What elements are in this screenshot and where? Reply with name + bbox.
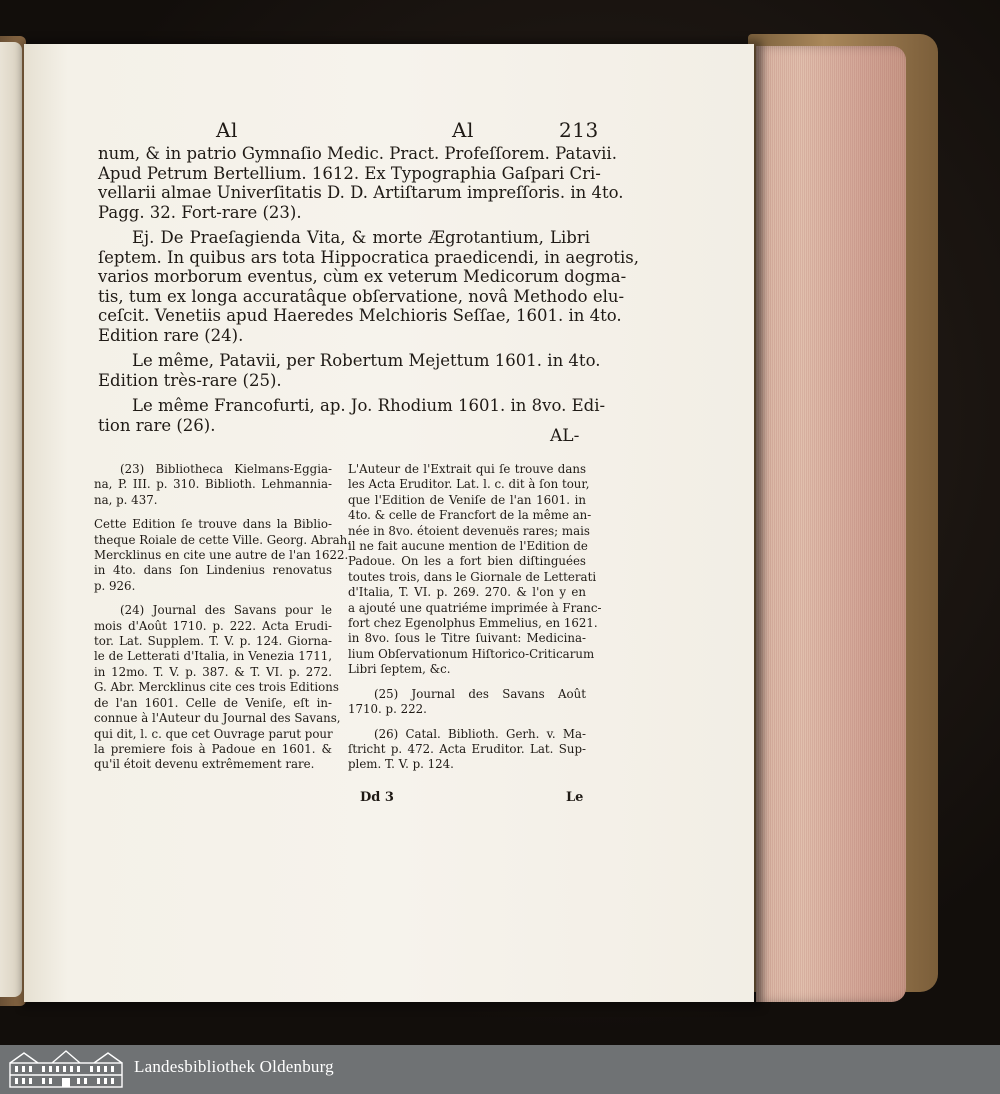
footnote-line: fort chez Egenolphus Emmelius, en 1621. [348,616,598,631]
footnote-line: qu'il étoit devenu extrêmement rare. [94,757,315,772]
footnote-line: 1710. p. 222. [348,702,427,717]
footnote-line: les Acta Eruditor. Lat. l. c. dit à ſon tour, [348,477,590,492]
footnote-line: na, p. 437. [94,492,158,507]
footnote-line: la premiere fois à Padoue en 1601. & [94,741,332,756]
footnote-line: 4to. & celle de Francfort de la même an- [348,508,592,523]
text-line: tion rare (26). [98,415,216,435]
footnote-line: que l'Edition de Veniſe de l'an 1601. in [348,492,586,507]
text-line: Le même Francofurti, ap. Jo. Rhodium 1601. in 8vo. Edi- [132,396,606,415]
footnote-line: a ajouté une quatriéme imprimée à Franc- [348,600,602,615]
footnote-line: (23) Bibliotheca Kielmans-Eggia- [120,462,332,476]
footnote-line: née in 8vo. étoient devenuës rares; mais [348,523,590,538]
footnote-line: (25) Journal des Savans Août [374,686,586,701]
main-text-block [98,144,639,435]
footnote-line: in 4to. dans ſon Lindenius renovatus [94,563,332,578]
library-building-icon [8,1049,124,1089]
library-name: Landesbibliothek Oldenburg [134,1057,334,1076]
footnote-line: lium Obſervationum Hiſtorico-Criticarum [348,646,595,661]
footnote-line: qui dit, l. c. que cet Ouvrage parut pour [94,726,333,741]
footnote-line: le de Letterati d'Italia, in Venezia 1711, [94,649,332,664]
footnote-line: p. 926. [94,578,136,593]
footnote-line: in 12mo. T. V. p. 387. & T. VI. p. 272. [94,664,332,679]
footnote-line: il ne fait aucune mention de l'Edition de [348,539,588,554]
catchword-bottom: Le [566,790,584,805]
text-line: varios morborum eventus, cùm ex veterum Medicorum dogma- [98,267,627,286]
footnote-line: Padoue. On les a fort bien diſtinguées [348,554,586,569]
running-head-left: Al [216,118,238,142]
footnote-line: na, P. III. p. 310. Biblioth. Lehmannia- [94,477,332,492]
footnote-line: L'Auteur de l'Extrait qui ſe trouve dans [348,462,586,476]
footnotes-left-column [94,462,351,773]
signature-mark: Dd 3 [360,790,394,805]
text-line: Apud Petrum Bertellium. 1612. Ex Typographia Gaſpari Cri- [98,163,601,183]
footnote-line: Cette Edition ſe trouve dans la Biblio- [94,517,332,532]
footnote-line: plem. T. V. p. 124. [348,757,454,772]
footnote-line: G. Abr. Mercklinus cite ces trois Editions [94,680,339,695]
footnote-line: connue à l'Auteur du Journal des Savans, [94,711,341,726]
text-line: num, & in patrio Gymnaſio Medic. Pract. Profeſſorem. Patavii. [98,144,617,163]
footnote-line: Libri ſeptem, &c. [348,662,451,677]
footnote-line: toutes trois, dans le Giornale de Letterati [348,569,597,584]
text-line: Pagg. 32. Fort-rare (23). [98,202,302,222]
footnote-line: mois d'Août 1710. p. 222. Acta Erudi- [94,618,332,633]
text-line: Edition très-rare (25). [98,370,282,390]
footnotes-right-column [348,462,602,773]
text-line: Le même, Patavii, per Robertum Mejettum 1601. in 4to. [132,351,601,370]
running-head-center: Al [452,118,474,142]
footnote-line: ſtricht p. 472. Acta Eruditor. Lat. Sup- [348,741,586,756]
left-page-sliver [0,42,22,997]
catchword-main: AL- [550,426,580,446]
footnote-line: (24) Journal des Savans pour le [120,603,332,618]
page-edges-block [756,46,906,1002]
text-line: ſeptem. In quibus ars tota Hippocratica praedicendi, in aegrotis, [98,247,639,267]
footnote-line: d'Italia, T. VI. p. 269. 270. & l'on y en [348,585,586,600]
text-line: tis, tum ex longa accuratâque obſervatione, novâ Methodo elu- [98,286,625,306]
footnote-line: theque Roiale de cette Ville. Georg. Abrah. [94,532,351,547]
footnote-line: de l'an 1601. Celle de Veniſe, eſt in- [94,695,332,710]
footnote-line: tor. Lat. Supplem. T. V. p. 124. Giorna- [94,634,332,649]
footnote-line: (26) Catal. Biblioth. Gerh. v. Ma- [374,726,586,741]
text-line: Ej. De Praeſagienda Vita, & morte Ægrotantium, Libri [132,228,590,247]
book-page [24,44,754,1002]
text-line: ceſcit. Venetiis apud Haeredes Melchioris Seſſae, 1601. in 4to. [98,306,622,325]
text-line: Edition rare (24). [98,325,244,345]
footnote-line: Mercklinus en cite une autre de l'an 1622. [94,548,349,563]
footnote-line: in 8vo. ſous le Titre ſuivant: Medicina- [348,631,586,646]
page-number: 213 [559,118,599,142]
text-line: vellarii almae Univerſitatis D. D. Artiſtarum impreſſoris. in 4to. [98,183,624,202]
